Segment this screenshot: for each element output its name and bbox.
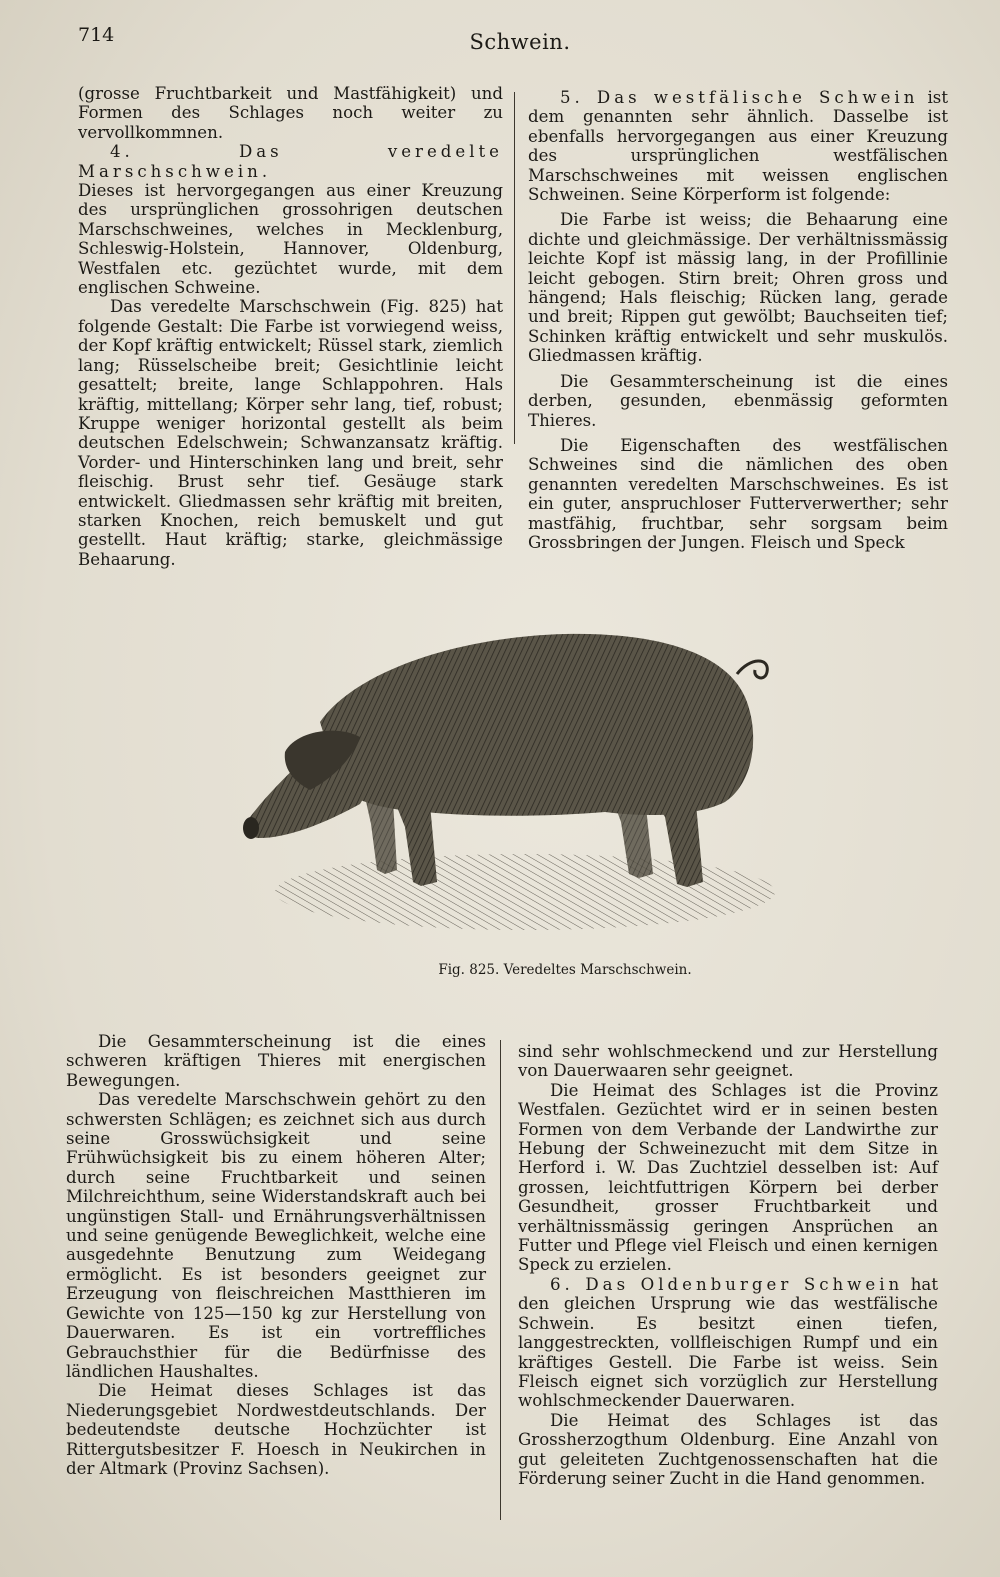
running-title: Schwein.: [469, 30, 571, 54]
column-rule: [500, 1040, 501, 1520]
pig-snout: [243, 817, 259, 839]
lower-left-column: [66, 1032, 486, 1478]
paragraph: Die Farbe ist weiss; die Behaarung eine dichte und gleichmässige. Der verhältnissmässig leichte Kopf ist mässig lang, in der Profillinie leicht gebogen. Stirn breit; Ohren gross und hängend; Hals fleischig; Rücken lang, gerade und breit; Rippen gut gewölbt; Bauchseiten tief; Schinken kräftig entwickelt und sehr muskulös. Gliedmassen kräftig.: [528, 210, 948, 366]
paragraph-body: Dieses ist hervorgegangen aus einer Kreuzung des ursprünglichen grossohrigen deutschen Marschschweines, welches in Mecklenburg, Schleswig-Holstein, Hannover, Oldenburg, Westfalen etc. gezüchtet wurde, mit dem englischen Schweine.: [78, 181, 503, 298]
paragraph-body: hat den gleichen Ursprung wie das westfälische Schwein. Es besitzt einen tiefen, langgestreckten, vollfleischigen Rumpf und ein kräftiges Gestell. Die Farbe ist weiss. Sein Fleisch eignet sich vorzüglich zur Herstellung wohlschmeckender Dauerwaren.: [518, 1274, 938, 1411]
paragraph: Die Heimat des Schlages ist das Grossherzogthum Oldenburg. Eine Anzahl von gut geleiteten Zuchtgenossenschaften hat die Förderung seiner Zucht in die Hand genommen.: [518, 1410, 938, 1488]
pig-tail: [737, 661, 767, 678]
column-rule: [514, 92, 515, 444]
page-number: 714: [78, 24, 115, 46]
paragraph: sind sehr wohlschmeckend und zur Herstellung von Dauerwaaren sehr geeignet.: [518, 1042, 938, 1081]
section-heading: 5. Das westfälische Schwein: [560, 88, 919, 107]
paragraph: Die Gesammterscheinung ist die eines schweren kräftigen Thieres mit energischen Bewegungen.: [66, 1032, 486, 1090]
upper-left-column: [78, 84, 503, 569]
pig-illustration: [225, 612, 785, 957]
lower-right-column: [518, 1042, 938, 1488]
paragraph: Die Heimat des Schlages ist die Provinz Westfalen. Gezüchtet wird er in seinen besten Formen von dem Verbande der Landwirthe zur Hebung der Schweinezucht mit dem Sitze in Herford i. W. Das Zuchtziel desselben ist: Auf grossen, leichtfuttrigen Körpern bei derber Gesundheit, grosser Fruchtbarkeit und verhältnissmässig geringen Ansprüchen an Futter und Pflege viel Fleisch und einen kernigen Speck zu erzielen.: [518, 1080, 938, 1275]
paragraph: [78, 142, 503, 297]
paragraph: Die Gesammterscheinung ist die eines derben, gesunden, ebenmässig geformten Thieres.: [528, 371, 948, 430]
upper-right-column: [528, 88, 948, 552]
paragraph: (grosse Fruchtbarkeit und Mastfähigkeit) und Formen des Schlages noch weiter zu vervollkommnen.: [78, 84, 503, 142]
paragraph: Das veredelte Marschschwein (Fig. 825) hat folgende Gestalt: Die Farbe ist vorwiegend weiss, der Kopf kräftig entwickelt; Rüssel stark, ziemlich lang; Rüsselscheibe breit; Gesichtlinie leicht gesattelt; breite, lange Schlappohren. Hals kräftig, mittellang; Körper sehr lang, tief, robust; Kruppe weniger horizontal gestellt als beim deutschen Edelschwein; Schwanzansatz kräftig. Vorder- und Hinterschinken lang und breit, sehr fleischig. Brust sehr tief. Gesäuge stark entwickelt. Gliedmassen sehr kräftig mit breiten, starken Knochen, reich bemuskelt und gut gestellt. Haut kräftig; starke, gleichmässige Behaarung.: [78, 297, 503, 569]
paragraph-body: ist dem genannten sehr ähnlich. Dasselbe ist ebenfalls hervorgegangen aus einer Kreuzung des ursprünglichen westfälischen Marschschweines mit weissen englischen Schweinen. Seine Körperform ist folgende:: [528, 88, 948, 205]
section-heading: 4. Das veredelte Marschschwein.: [78, 142, 503, 181]
paragraph: Das veredelte Marschschwein gehört zu den schwersten Schlägen; es zeichnet sich aus durch seine Grosswüchsigkeit und seine Frühwüchsigkeit bis zu einem höheren Alter; durch seine Fruchtbarkeit und seinen Milchreichthum, seine Widerstandskraft auch bei ungünstigen Stall- und Ernährungsverhältnissen und seine genügende Beweglichkeit, welche eine ausgedehnte Benutzung zum Weidegang ermöglicht. Es ist besonders geeignet zur Erzeugung von fleischreichen Mastthieren im Gewichte von 125—150 kg zur Herstellung von Dauerwaren. Es ist ein vortreffliches Gebrauchsthier für die Bedürfnisse des ländlichen Haushaltes.: [66, 1090, 486, 1381]
pig-engraving: [225, 612, 785, 957]
pig-body: [320, 634, 753, 816]
section-heading: 6. Das Oldenburger Schwein: [550, 1274, 904, 1294]
paragraph: Die Heimat dieses Schlages ist das Niederungsgebiet Nordwestdeutschlands. Der bedeutendste deutsche Hochzüchter ist Rittergutsbesitzer F. Hoesch in Neukirchen in der Altmark (Provinz Sachsen).: [66, 1381, 486, 1478]
paragraph: [528, 88, 948, 204]
paragraph: Die Eigenschaften des westfälischen Schweines sind die nämlichen des oben genannten veredelten Marschschweines. Es ist ein guter, anspruchloser Futterverwerther; sehr mastfähig, fruchtbar, sehr sorgsam beim Grossbringen der Jungen. Fleisch und Speck: [528, 435, 948, 552]
figure-caption: Fig. 825. Veredeltes Marschschwein.: [438, 962, 692, 978]
paragraph: [518, 1275, 938, 1411]
